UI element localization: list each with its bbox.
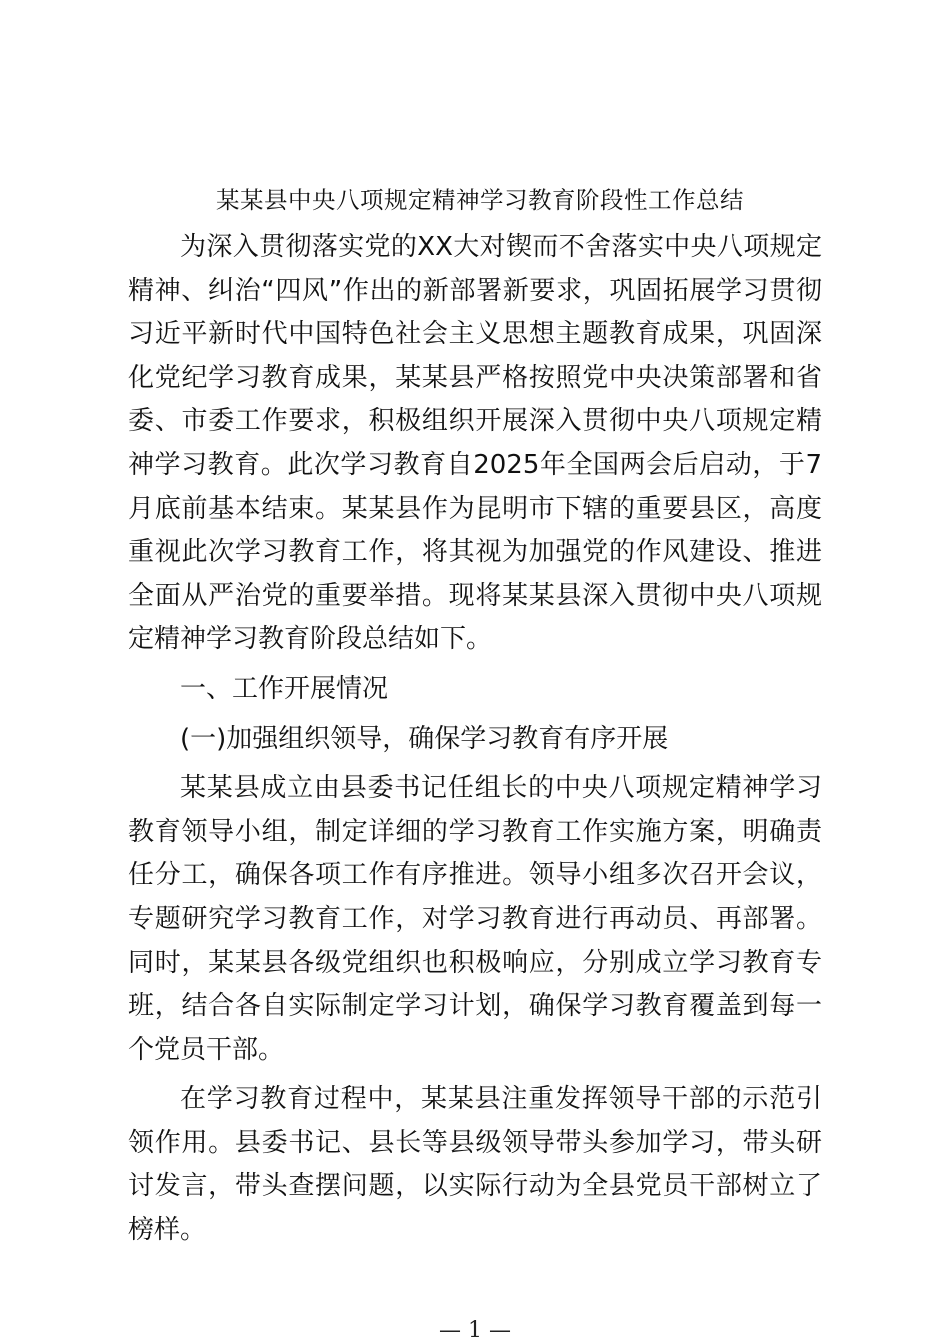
body-paragraph: 在学习教育过程中，某某县注重发挥领导干部的示范引领作用。县委书记、县长等县级领导带头参加学习，带头研讨发言，带头查摆问题，以实际行动为全县党员干部树立了榜样。 xyxy=(128,1084,822,1246)
body-paragraph: 某某县成立由县委书记任组长的中央八项规定精神学习教育领导小组，制定详细的学习教育工作实施方案，明确责任分工，确保各项工作有序推进。领导小组多次召开会议，专题研究学习教育工作，对学习教育进行再动员、再部署。同时，某某县各级党组织也积极响应，分别成立学习教育专班，结合各自实际制定学习计划，确保学习教育覆盖到每一个党员干部。 xyxy=(128,773,822,1065)
subsection-heading: (一)加强组织领导，确保学习教育有序开展 xyxy=(180,723,669,754)
section-heading: 一、工作开展情况 xyxy=(180,673,389,704)
document-body xyxy=(128,226,822,1253)
page-number: — 1 — xyxy=(439,1318,511,1343)
document-title: 某某县中央八项规定精神学习教育阶段性工作总结 xyxy=(216,186,744,214)
intro-paragraph: 为深入贯彻落实党的XX大对锲而不舍落实中央八项规定精神、纠治“四风”作出的新部署新要求，巩固拓展学习贯彻习近平新时代中国特色社会主义思想主题教育成果，巩固深化党纪学习教育成果，某某县严格按照党中央决策部署和省委、市委工作要求，积极组织开展深入贯彻中央八项规定精神学习教育。此次学习教育自2025年全国两会后启动，于7月底前基本结束。某某县作为昆明市下辖的重要县区，高度重视此次学习教育工作，将其视为加强党的作风建设、推进全面从严治党的重要举措。现将某某县深入贯彻中央八项规定精神学习教育阶段总结如下。 xyxy=(128,232,822,655)
